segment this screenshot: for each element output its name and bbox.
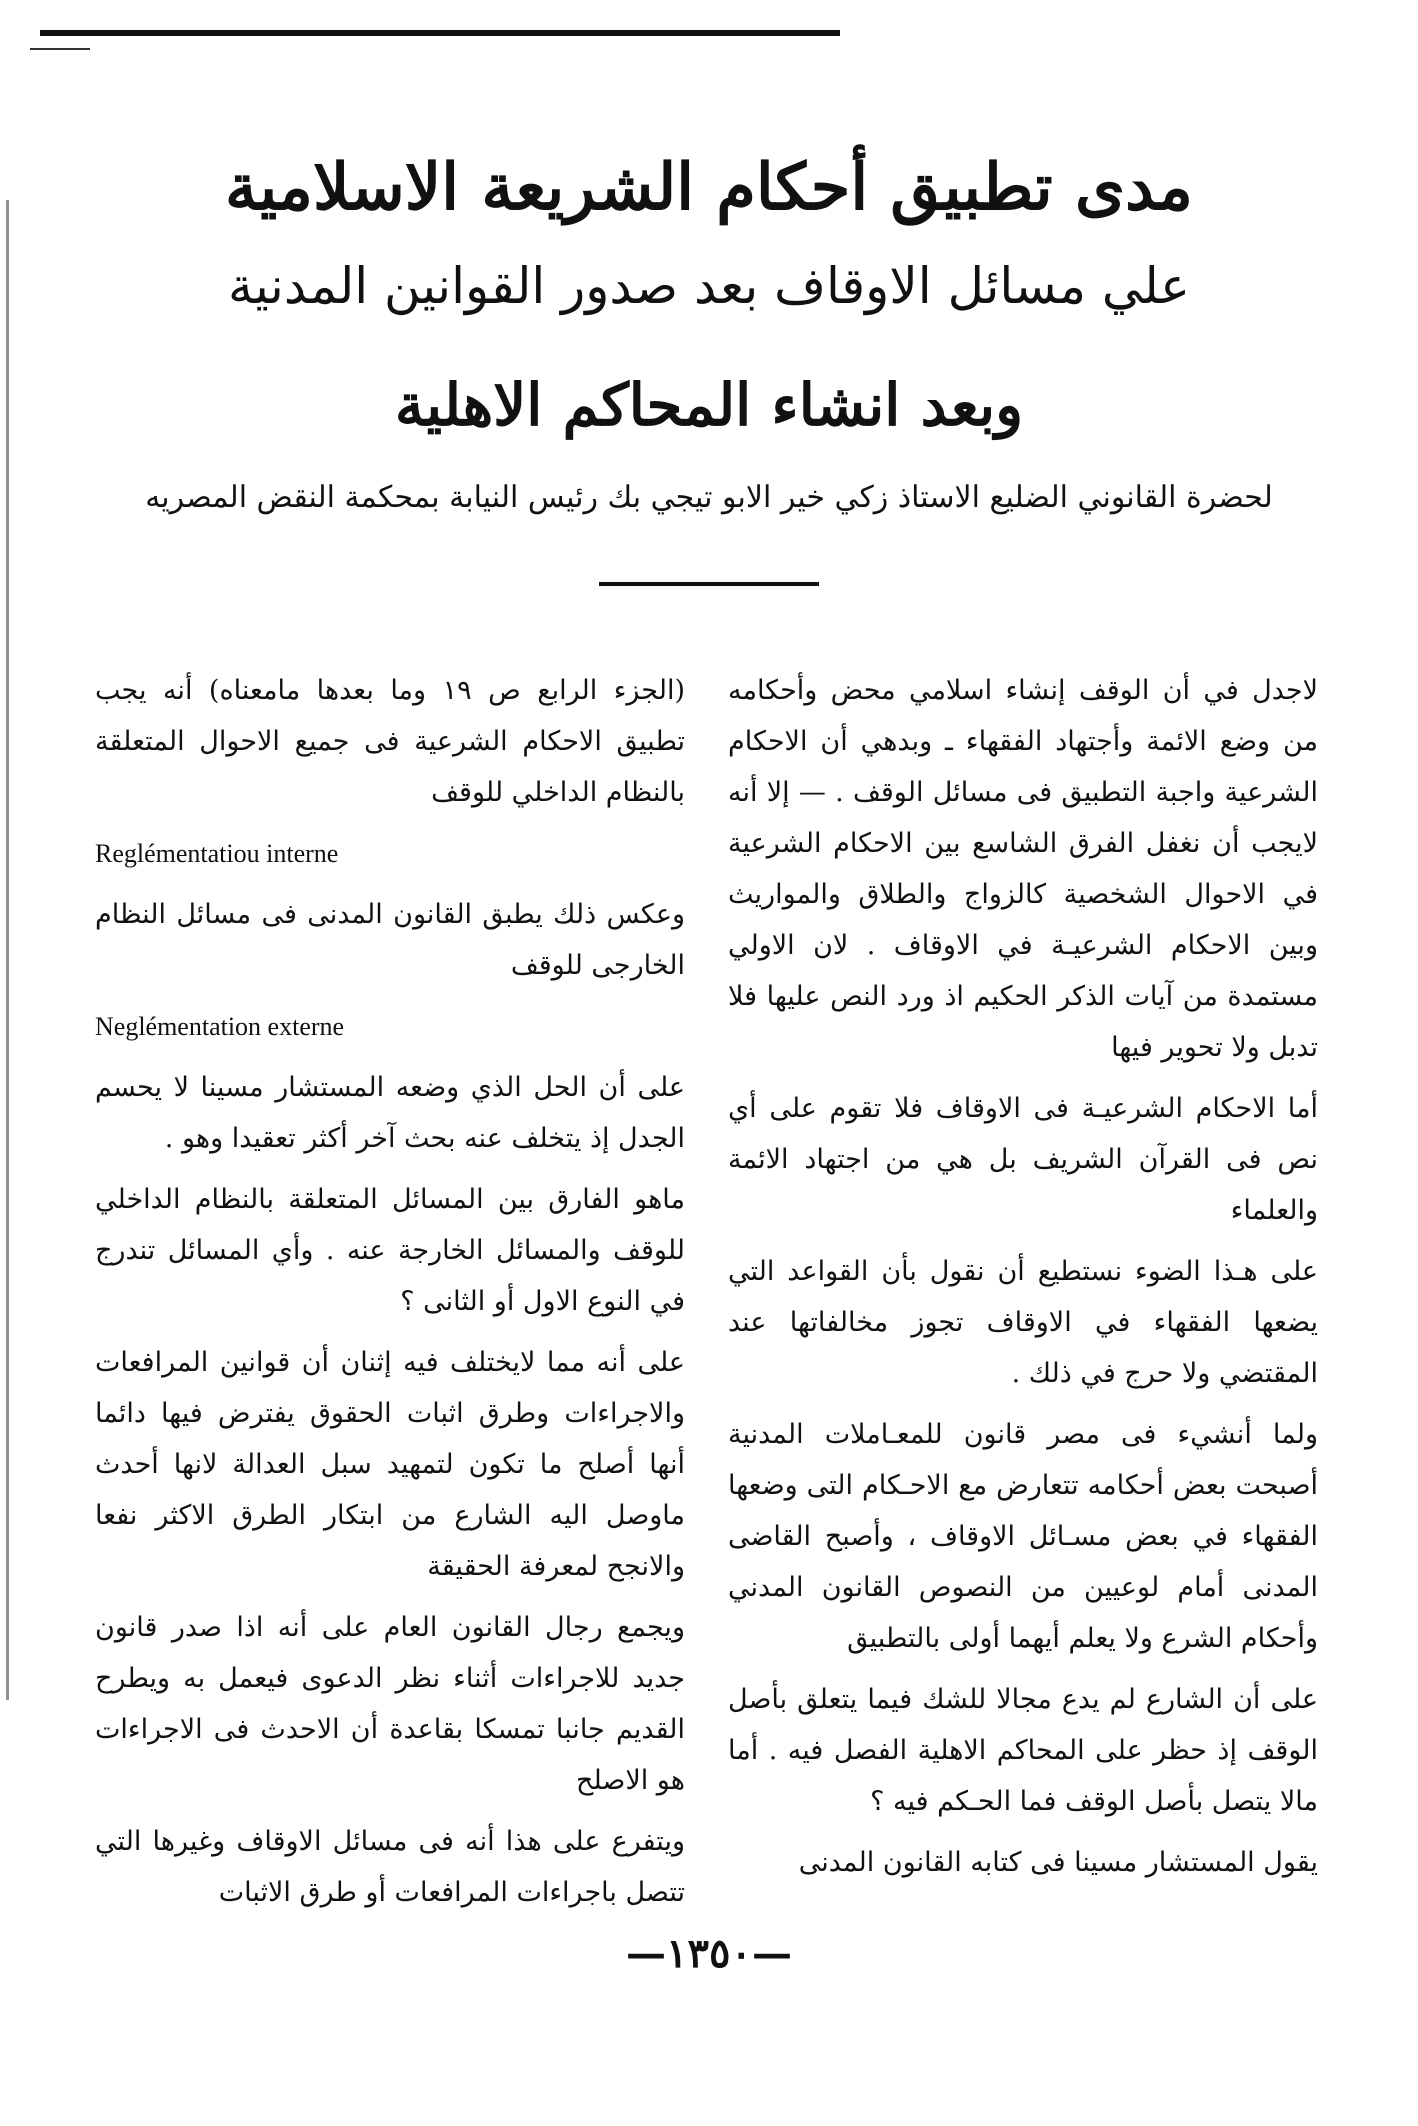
paragraph: ولما أنشيء فى مصر قانون للمعـاملات المدنية أصبحت بعض أحكامه تتعارض مع الاحـكام التى وضعها الفقهاء في بعض مسـائل الاوقاف ، وأصبح القاضى المدنى أمام لوعيين من النصوص القانون المدني وأحكام الشرع ولا يعلم أيهما أولى بالتطبيق <box>728 1419 1318 1654</box>
paragraph: أما الاحكام الشرعيـة فى الاوقاف فلا تقوم على أي نص فى القرآن الشريف بل هي من اجتهاد الائمة والعلماء <box>728 1093 1318 1226</box>
paragraph: ويجمع رجال القانون العام على أنه اذا صدر قانون جديد للاجراءات أثناء نظر الدعوى فيعمل به ويطرح القديم جانبا تمسكا بقاعدة أن الاحدث فى الاجراءات هو الاصلح <box>95 1612 685 1796</box>
paragraph: وعكس ذلك يطبق القانون المدنى فى مسائل النظام الخارجى للوقف <box>95 899 685 981</box>
paragraph: على هـذا الضوء نستطيع أن نقول بأن القواعد التي يضعها الفقهاء في الاوقاف تجوز مخالفاتها عند المقتضي ولا حرج في ذلك . <box>728 1256 1318 1389</box>
top-rule <box>40 30 840 36</box>
right-column <box>728 665 1318 1895</box>
top-rule-fragment <box>30 48 90 50</box>
author-byline: لحضرة القانوني الضليع الاستاذ زكي خير الابو تيجي بك رئيس النيابة بمحكمة النقض المصريه <box>145 480 1273 515</box>
header-divider <box>599 582 819 586</box>
paragraph: لاجدل في أن الوقف إنشاء اسلامي محض وأحكامه من وضع الائمة وأجتهاد الفقهاء ـ وبدهي أن الاحكام الشرعية واجبة التطبيق فى مسائل الوقف . — إلا أنه لايجب أن نغفل الفرق الشاسع بين الاحكام الشرعية في الاحوال الشخصية كالزواج والطلاق والمواريث وبين الاحكام الشرعيـة في الاوقاف . لان الاولي مستمدة من آيات الذكر الحكيم اذ ورد النص عليها فلا تدبل ولا تحوير فيها <box>728 675 1318 1063</box>
paragraph: ويتفرع على هذا أنه فى مسائل الاوقاف وغيرها التي تتصل باجراءات المرافعات أو طرق الاثبات <box>95 1826 685 1908</box>
article-header <box>80 140 1338 586</box>
title-line-1: مدى تطبيق أحكام الشريعة الاسلامية <box>225 150 1193 225</box>
paragraph: يقول المستشار مسينا فى كتابه القانون المدنى <box>798 1847 1318 1878</box>
paragraph: على أن الشارع لم يدع مجالا للشك فيما يتعلق بأصل الوقف إذ حظر على المحاكم الاهلية الفصل فيه . أما مالا يتصل بأصل الوقف فما الحـكم فيه ؟ <box>728 1684 1318 1817</box>
scan-edge <box>6 200 9 1700</box>
paragraph: على أنه مما لايختلف فيه إثنان أن قوانين المرافعات والاجراءات وطرق اثبات الحقوق يفترض فيها دائما أنها أصلح ما تكون لتمهيد سبل العدالة لانها أحدث ماوصل اليه الشارع من ابتكار الطرق الاكثر نفعا والانجح لمعرفة الحقيقة <box>95 1347 685 1582</box>
paragraph: (الجزء الرابع ص ١٩ وما بعدها مامعناه) أنه يجب تطبيق الاحكام الشرعية فى جميع الاحوال المتعلقة بالنظام الداخلي للوقف <box>95 675 685 808</box>
article-body <box>95 665 1318 1908</box>
latin-term: Neglémentation externe <box>95 1012 345 1041</box>
page-number: —١٣٥٠— <box>626 1930 792 1977</box>
paragraph: على أن الحل الذي وضعه المستشار مسينا لا يحسم الجدل إذ يتخلف عنه بحث آخر أكثر تعقيدا وهو . <box>95 1072 685 1154</box>
latin-term: Reglémentatiou interne <box>95 839 339 868</box>
paragraph: ماهو الفارق بين المسائل المتعلقة بالنظام الداخلي للوقف والمسائل الخارجة عنه . وأي المسائل تندرج في النوع الاول أو الثانى ؟ <box>95 1184 685 1317</box>
title-line-3: وبعد انشاء المحاكم الاهلية <box>394 371 1024 439</box>
left-column <box>95 665 685 1908</box>
title-line-2: علي مسائل الاوقاف بعد صدور القوانين المدنية <box>228 257 1190 315</box>
